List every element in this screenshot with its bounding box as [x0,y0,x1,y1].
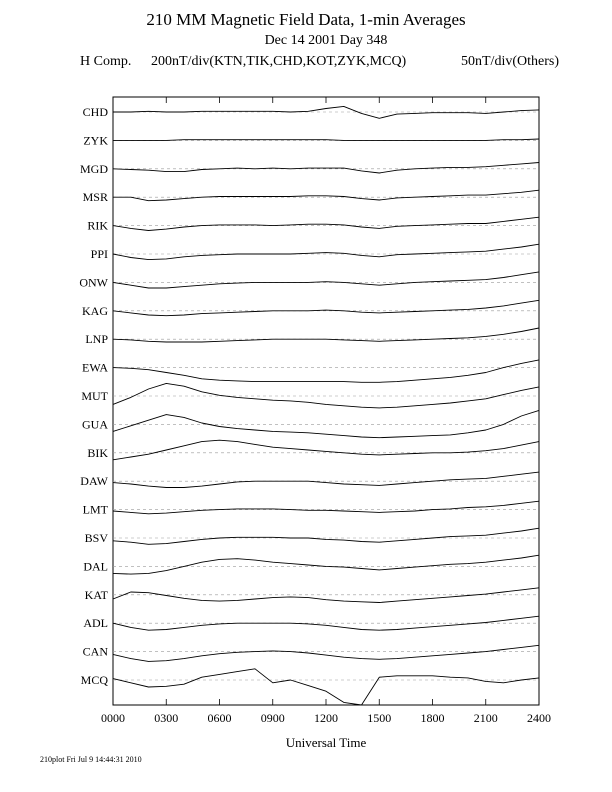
station-label-zyk: ZYK [83,133,108,148]
trace-chd [113,106,539,118]
trace-kat [113,588,539,603]
x-tick-label-1: 0300 [154,711,179,725]
station-label-mut: MUT [81,389,108,403]
station-label-kag: KAG [82,303,108,318]
trace-lmt [113,501,539,514]
station-label-adl: ADL [83,616,108,631]
station-label-ewa: EWA [82,360,108,375]
x-tick-label-4: 1200 [314,711,338,725]
station-label-daw: DAW [80,474,108,489]
x-tick-label-6: 1800 [420,711,445,725]
x-tick-label-0: 0000 [101,711,125,725]
trace-daw [113,472,539,487]
trace-onw [113,272,539,288]
trace-msr [113,190,539,201]
station-label-bik: BIK [87,445,108,460]
x-tick-label-5: 1500 [367,711,392,725]
trace-bsv [113,528,539,544]
trace-can [113,645,539,661]
trace-gua [113,410,539,437]
x-tick-label-3: 0900 [260,711,285,725]
footer-stamp: 210plot Fri Jul 9 14:44:31 2010 [40,755,142,764]
chart-title: 210 MM Magnetic Field Data, 1-min Averages [146,10,466,29]
x-tick-label-8: 2400 [527,711,551,725]
station-label-msr: MSR [82,190,108,205]
scale-large-label: 200nT/div(KTN,TIK,CHD,KOT,ZYK,MCQ) [151,54,407,69]
trace-bik [113,440,539,460]
station-label-mcq: MCQ [80,673,108,687]
trace-mut [113,383,539,408]
x-tick-label-7: 2100 [473,711,498,725]
station-label-mgd: MGD [79,161,108,176]
station-label-gua: GUA [82,417,108,432]
station-label-dal: DAL [83,559,108,574]
trace-dal [113,555,539,574]
trace-rik [113,217,539,230]
scale-small-label: 50nT/div(Others) [461,54,559,69]
station-label-onw: ONW [79,275,108,290]
plot-frame [113,97,539,705]
x-tick-label-2: 0600 [207,711,232,725]
chart-subtitle: Dec 14 2001 Day 348 [264,33,388,48]
station-label-lmt: LMT [82,502,108,517]
trace-ppi [113,244,539,259]
component-label: H Comp. [80,54,132,69]
trace-ewa [113,360,539,382]
station-label-rik: RIK [87,218,108,233]
station-label-bsv: BSV [84,531,108,545]
station-label-can: CAN [82,644,108,659]
station-label-lnp: LNP [85,332,108,347]
trace-lnp [113,328,539,342]
x-axis-label: Universal Time [285,735,367,750]
station-label-kat: KAT [84,587,108,602]
station-label-ppi: PPI [90,247,108,261]
trace-kag [113,300,539,315]
station-label-chd: CHD [82,105,108,119]
trace-mgd [113,163,539,174]
